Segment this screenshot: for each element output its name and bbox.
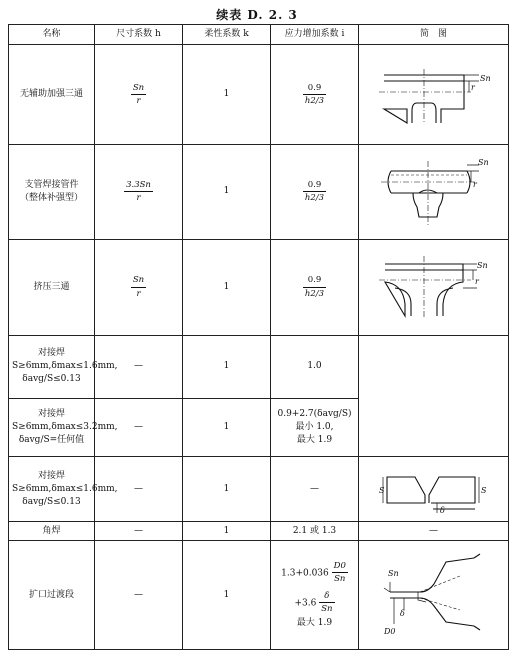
header-sketch: 简 图 (359, 25, 509, 45)
sketch-cell (359, 239, 509, 335)
i-formula (271, 44, 359, 144)
table-row (9, 145, 509, 239)
r-label: r (472, 179, 477, 189)
i-value: 1.0 (271, 335, 359, 398)
h-denominator: r (136, 96, 141, 107)
i-denominator: h2/3 (304, 193, 325, 204)
h-denominator: r (136, 288, 141, 299)
row-name: 角焊 (9, 522, 95, 541)
header-k: 柔性系数 k (183, 25, 271, 45)
s-label-right: S (480, 486, 486, 496)
k-value: 1 (183, 145, 271, 239)
table-row (9, 335, 509, 398)
h-value: — (95, 522, 183, 541)
s-label: S (378, 486, 384, 496)
butt-weld-sketch (378, 465, 489, 516)
k-value: 1 (183, 239, 271, 335)
i-denominator: h2/3 (304, 288, 325, 299)
sn-label: Sn (477, 157, 489, 167)
row-name: 对接焊 S≥6mm,δmax≤3.2mm, δavg/S=任何值 (9, 398, 95, 457)
sketch-cell (359, 145, 509, 239)
k-value: 1 (183, 457, 271, 522)
i-value: 2.1 或 1.3 (271, 522, 359, 541)
table-row (9, 239, 509, 335)
sketch-cell-empty (359, 335, 509, 456)
flared-transition-sketch (374, 552, 494, 638)
h-formula (95, 239, 183, 335)
k-value: 1 (183, 522, 271, 541)
row-name: 无辅助加强三通 (9, 44, 95, 144)
sn-label: Sn (387, 569, 399, 579)
i-numerator: 0.9 (303, 179, 326, 192)
table-row (9, 457, 509, 522)
i-value: — (271, 457, 359, 522)
h-value: — (95, 541, 183, 650)
h-denominator: r (136, 193, 141, 204)
h-numerator: Sn (131, 274, 146, 287)
table-row (9, 44, 509, 144)
sketch-cell (359, 457, 509, 522)
delta-label: δ (399, 609, 405, 619)
sketch-value: — (359, 522, 509, 541)
i-numerator: 0.9 (303, 274, 326, 287)
reinforced-branch-sketch (379, 157, 489, 227)
h-value: — (95, 457, 183, 522)
i-formula (271, 145, 359, 239)
h-numerator: Sn (131, 82, 146, 95)
h-value: — (95, 335, 183, 398)
header-h: 尺寸系数 h (95, 25, 183, 45)
sn-label: Sn (479, 73, 491, 83)
sketch-cell (359, 541, 509, 650)
k-value: 1 (183, 541, 271, 650)
i-formula (271, 239, 359, 335)
row-name: 扩口过渡段 (9, 541, 95, 650)
i-numerator: 0.9 (303, 82, 326, 95)
table-caption: 续表 D. 2. 3 (216, 8, 298, 22)
k-value: 1 (183, 335, 271, 398)
plain-tee-sketch (379, 65, 489, 125)
sn-label: Sn (476, 261, 488, 271)
k-value: 1 (183, 44, 271, 144)
r-label: r (470, 82, 475, 92)
i-formula: 1.3+0.036 $\frac{D0}{Sn}$ +3.6 $\frac{\delta}{Sn}$ 最大 1.9 (271, 541, 359, 650)
row-name: 支管焊接管件 （整体补强型） (9, 145, 95, 239)
i-denominator: h2/3 (304, 96, 325, 107)
row-name: 挤压三通 (9, 239, 95, 335)
row-name: 对接焊 S≥6mm,δmax≤1.6mm, δavg/S≤0.13 (9, 335, 95, 398)
sketch-cell (359, 44, 509, 144)
table-row (9, 541, 509, 650)
d0-label: D0 (383, 627, 396, 637)
header-name: 名称 (9, 25, 95, 45)
delta-label: δ (439, 506, 445, 516)
i-value: 0.9+2.7(δavg/S) 最小 1.0, 最大 1.9 (271, 398, 359, 457)
coefficient-table (8, 24, 509, 650)
h-value: — (95, 398, 183, 457)
h-formula (95, 44, 183, 144)
h-formula (95, 145, 183, 239)
extruded-tee-sketch (379, 254, 489, 320)
header-row (9, 25, 509, 45)
h-numerator: 3.3Sn (124, 179, 153, 192)
k-value: 1 (183, 398, 271, 457)
row-name: 对接焊 S≥6mm,δmax≤1.6mm, δavg/S≤0.13 (9, 457, 95, 522)
table-row (9, 522, 509, 541)
header-i: 应力增加系数 i (271, 25, 359, 45)
r-label: r (474, 277, 479, 287)
